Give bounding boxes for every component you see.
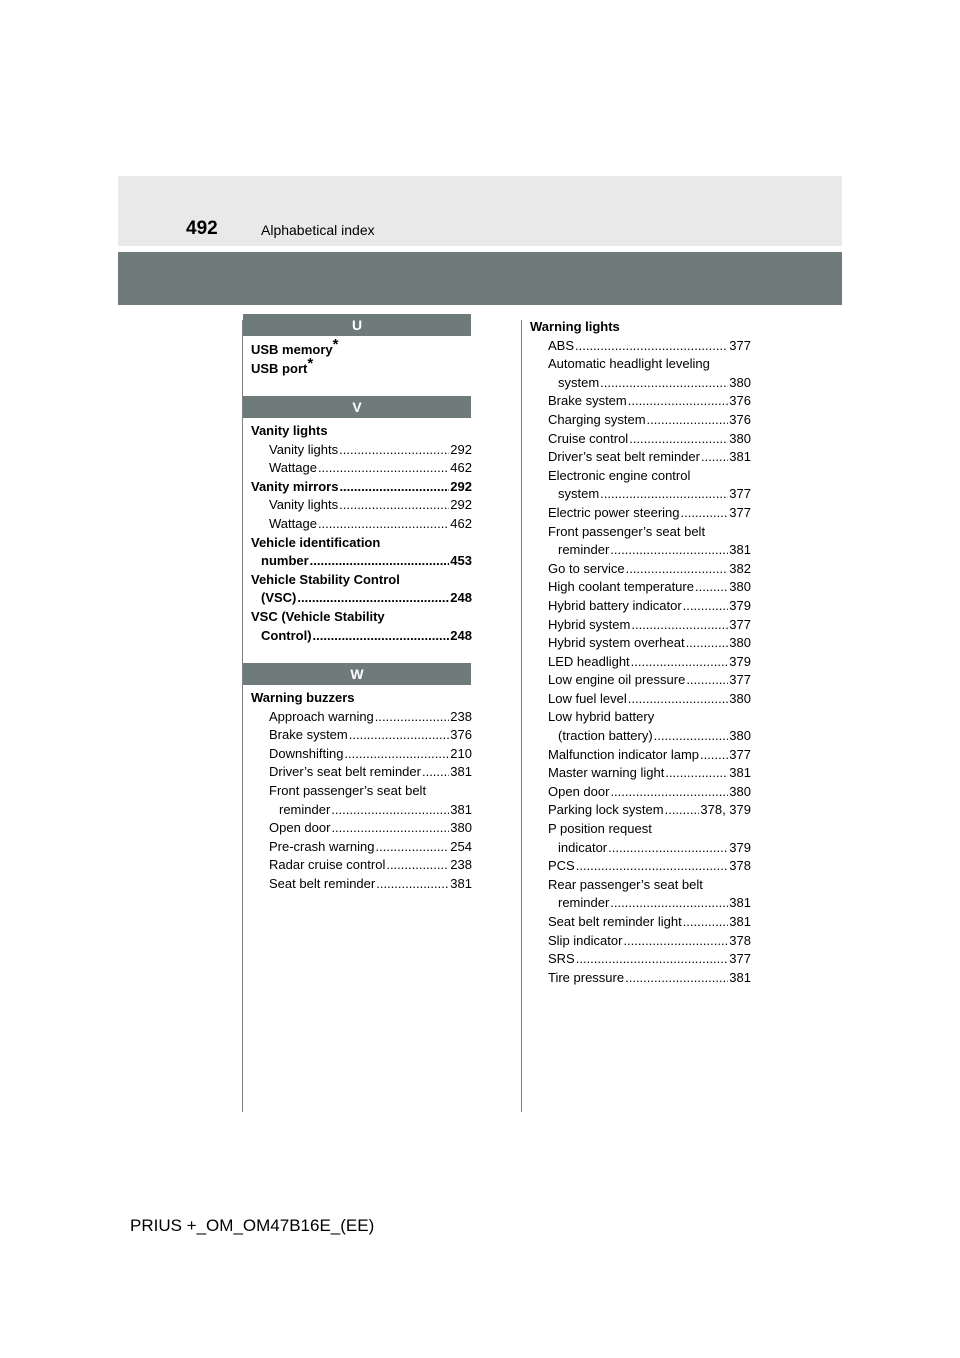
index-subentry[interactable]: system ..... 380 [530, 374, 751, 393]
index-entry-continuation[interactable]: (VSC) ..... 248 [251, 589, 472, 608]
index-subentry[interactable]: (traction battery) ..... 380 [530, 727, 751, 746]
index-subentry[interactable]: Radar cruise control ..... 238 [251, 856, 472, 875]
index-subentry[interactable]: Driver’s seat belt reminder ..... 381 [251, 763, 472, 782]
index-subentry[interactable]: Wattage ..... 462 [251, 459, 472, 478]
index-subentry[interactable]: Hybrid system ..... 377 [530, 616, 751, 635]
index-subentry[interactable]: Seat belt reminder ..... 381 [251, 875, 472, 894]
section-letter-u: U [243, 314, 471, 336]
section-letter-v: V [243, 396, 471, 418]
index-subentry[interactable]: Low fuel level ..... 380 [530, 690, 751, 709]
index-entry-vehicle-stability-control[interactable]: Vehicle Stability Control [251, 571, 400, 587]
index-subentry[interactable]: Cruise control ..... 380 [530, 430, 751, 449]
index-subentry[interactable]: Downshifting ..... 210 [251, 745, 472, 764]
header-title: Alphabetical index [261, 222, 375, 238]
warning-buzzers-list [251, 708, 472, 894]
index-entry-usb-memory[interactable]: USB memory* [251, 336, 339, 357]
index-subentry[interactable]: Electronic engine control [548, 467, 691, 483]
index-subentry[interactable]: Low hybrid battery [548, 709, 655, 725]
index-subentry[interactable]: SRS ..... 377 [530, 950, 751, 969]
index-subentry[interactable]: Malfunction indicator lamp ..... 377 [530, 746, 751, 765]
index-subentry[interactable]: Hybrid system overheat ..... 380 [530, 634, 751, 653]
index-entry-warning-lights[interactable]: Warning lights [530, 319, 620, 334]
index-subentry[interactable]: ABS ..... 377 [530, 337, 751, 356]
index-entry-vanity-mirrors[interactable]: Vanity mirrors ..... 292 [251, 478, 472, 497]
section-letter-w: W [243, 663, 471, 685]
index-subentry[interactable]: Go to service ..... 382 [530, 560, 751, 579]
index-subentry[interactable]: Low engine oil pressure ..... 377 [530, 671, 751, 690]
section-w-lights [530, 318, 751, 987]
footer-document-code: PRIUS +_OM_OM47B16E_(EE) [130, 1216, 375, 1235]
index-subentry[interactable]: Pre-crash warning ..... 254 [251, 838, 472, 857]
index-subentry[interactable]: Slip indicator ..... 378 [530, 932, 751, 951]
index-subentry[interactable]: Open door ..... 380 [530, 783, 751, 802]
warning-lights-list [530, 337, 751, 988]
index-entry-usb-port[interactable]: USB port* [251, 354, 314, 376]
index-subentry[interactable]: PCS ..... 378 [530, 857, 751, 876]
index-subentry[interactable]: LED headlight ..... 379 [530, 653, 751, 672]
index-subentry[interactable]: Vanity lights ..... 292 [251, 496, 472, 515]
index-entry-vanity-lights[interactable]: Vanity lights [251, 423, 328, 438]
index-subentry[interactable]: Driver’s seat belt reminder ..... 381 [530, 448, 751, 467]
section-w-buzzers [251, 689, 472, 894]
index-subentry[interactable]: reminder ..... 381 [530, 541, 751, 560]
index-subentry[interactable]: indicator ..... 379 [530, 839, 751, 858]
header-bar [118, 252, 842, 305]
index-subentry[interactable]: reminder ..... 381 [251, 801, 472, 820]
index-subentry[interactable]: Master warning light ..... 381 [530, 764, 751, 783]
header-band [118, 176, 842, 246]
index-subentry[interactable]: reminder ..... 381 [530, 894, 751, 913]
index-subentry[interactable]: system ..... 377 [530, 485, 751, 504]
index-subentry[interactable]: Approach warning ..... 238 [251, 708, 472, 727]
index-subentry[interactable]: Front passenger’s seat belt [548, 523, 706, 539]
index-subentry[interactable]: Brake system ..... 376 [251, 726, 472, 745]
index-subentry[interactable]: Hybrid battery indicator ..... 379 [530, 597, 751, 616]
index-entry-vehicle-identification[interactable]: Vehicle identification [251, 534, 381, 550]
index-subentry[interactable]: Wattage ..... 462 [251, 515, 472, 534]
section-v-entries [251, 422, 472, 645]
column-divider-right [521, 320, 522, 1112]
section-u-entries [251, 336, 472, 378]
index-subentry[interactable]: Vanity lights ..... 292 [251, 441, 472, 460]
index-entry-continuation[interactable]: number ..... 453 [251, 552, 472, 571]
index-entry-continuation[interactable]: Control) ..... 248 [251, 627, 472, 646]
index-subentry[interactable]: Electric power steering ..... 377 [530, 504, 751, 523]
index-subentry[interactable]: Tire pressure ..... 381 [530, 969, 751, 988]
index-subentry[interactable]: Front passenger’s seat belt [269, 782, 427, 798]
index-subentry[interactable]: Rear passenger’s seat belt [548, 876, 703, 892]
index-subentry[interactable]: Open door ..... 380 [251, 819, 472, 838]
index-subentry[interactable]: Charging system ..... 376 [530, 411, 751, 430]
column-divider-left [242, 320, 243, 1112]
page-number: 492 [186, 218, 218, 239]
index-subentry[interactable]: Parking lock system ..... 378, 379 [530, 801, 751, 820]
index-subentry[interactable]: High coolant temperature ..... 380 [530, 578, 751, 597]
index-subentry[interactable]: P position request [548, 821, 652, 837]
index-subentry[interactable]: Brake system ..... 376 [530, 392, 751, 411]
index-subentry[interactable]: Automatic headlight leveling [548, 356, 710, 372]
index-entry-warning-buzzers[interactable]: Warning buzzers [251, 690, 355, 705]
index-subentry[interactable]: Seat belt reminder light ..... 381 [530, 913, 751, 932]
index-entry-vsc[interactable]: VSC (Vehicle Stability [251, 608, 385, 624]
